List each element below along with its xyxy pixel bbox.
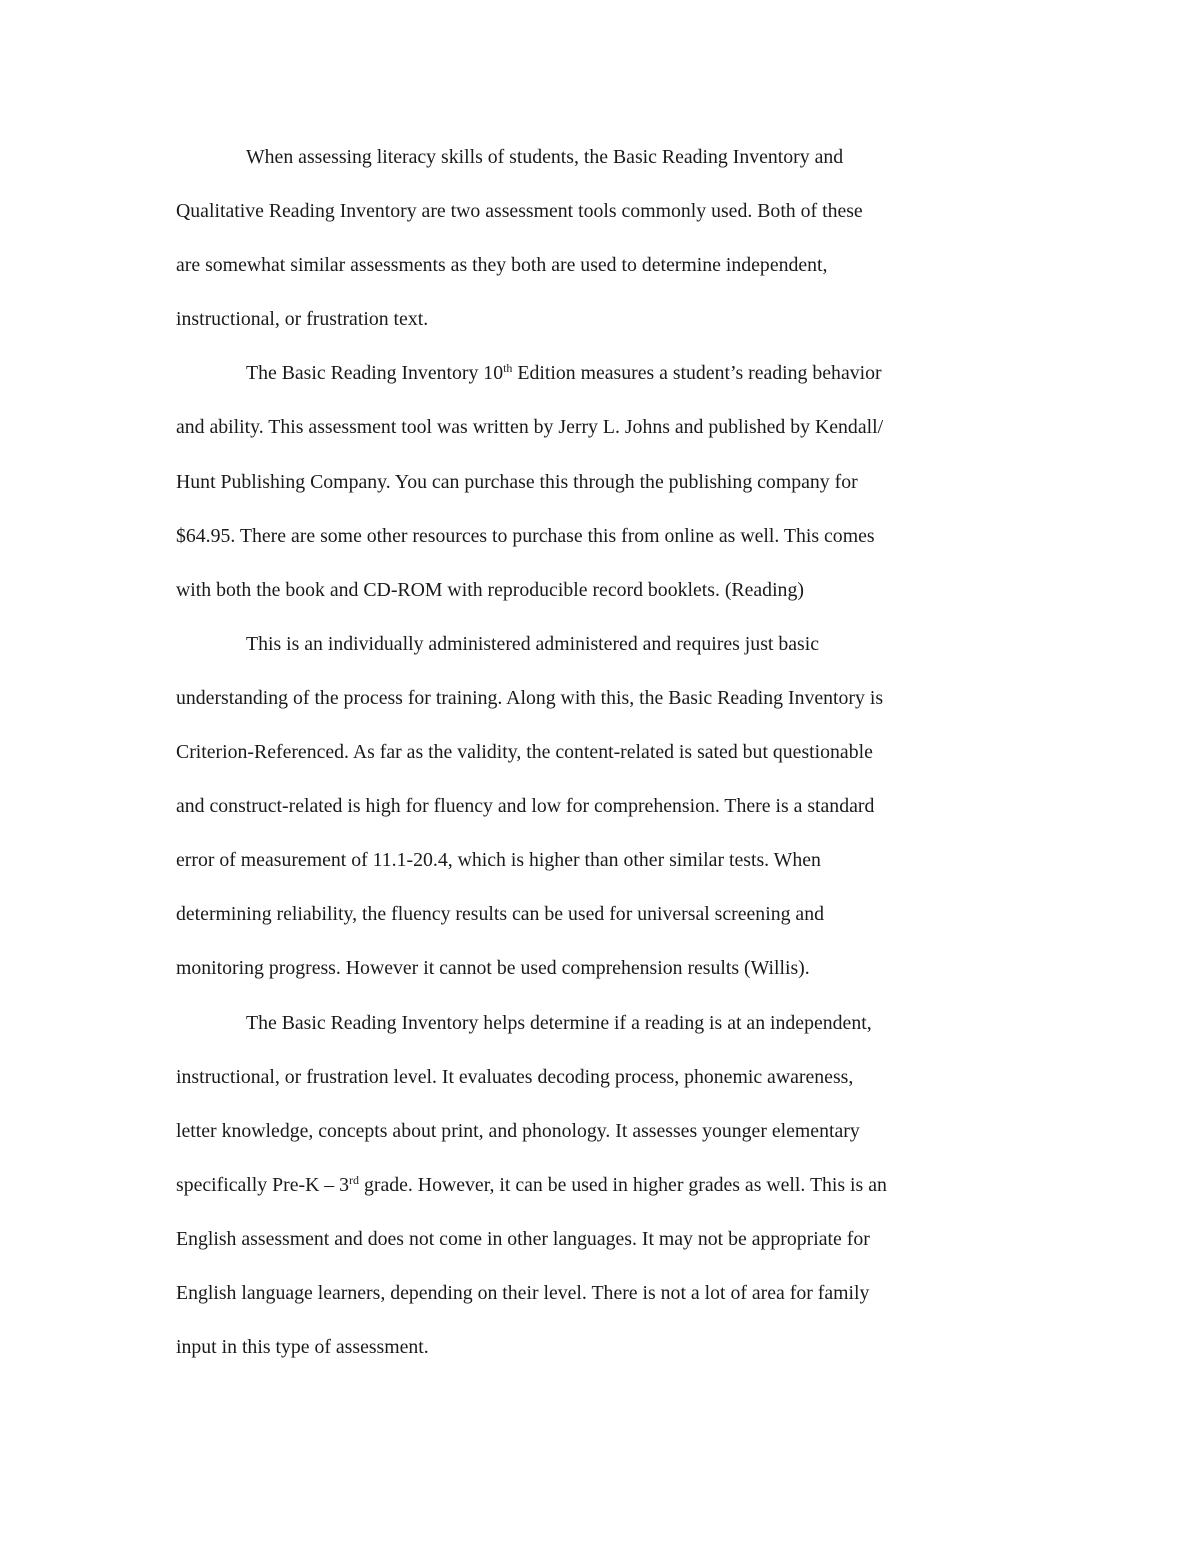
text-line: monitoring progress. However it cannot be used comprehension results (Willis). [176,957,810,980]
text-line: letter knowledge, concepts about print, and phonology. It assesses younger elementary [176,1119,860,1142]
document-body [176,130,1026,1374]
text-segment: grade. However, it can be used in higher grades as well. This is an [359,1173,887,1196]
text-line: determining reliability, the fluency results can be used for universal screening and [176,903,824,926]
text-line: When assessing literacy skills of students, the Basic Reading Inventory and [246,146,844,168]
text-line: instructional, or frustration text. [176,308,429,331]
text-line: and construct-related is high for fluency and low for comprehension. There is a standard [176,795,875,818]
text-line: This is an individually administered administered and requires just basic [246,632,819,655]
superscript: th [503,361,513,376]
text-line: English assessment and does not come in other languages. It may not be appropriate for [176,1227,870,1250]
text-line: and ability. This assessment tool was written by Jerry L. Johns and published by Kendall/ [176,416,884,439]
text-segment: specifically Pre-K – 3 [176,1173,350,1196]
paragraph-1 [176,130,1026,346]
text-line: input in this type of assessment. [176,1336,429,1359]
text-line: error of measurement of 11.1-20.4, which is higher than other similar tests. When [176,849,821,872]
text-line [176,346,1026,400]
text-segment: Edition measures a student’s reading behavior [512,362,882,385]
text-line: $64.95. There are some other resources to purchase this from online as well. This comes [176,524,875,547]
text-line [176,1158,1026,1212]
superscript: rd [349,1172,360,1187]
text-line: Qualitative Reading Inventory are two assessment tools commonly used. Both of these [176,200,863,223]
paragraph-4 [176,996,1026,1375]
text-line: Hunt Publishing Company. You can purchase this through the publishing company for [176,470,858,493]
text-line: The Basic Reading Inventory helps determine if a reading is at an independent, [246,1011,872,1034]
text-line: with both the book and CD-ROM with reproducible record booklets. (Reading) [176,578,804,601]
text-line: are somewhat similar assessments as they both are used to determine independent, [176,254,828,277]
text-line: English language learners, depending on their level. There is not a lot of area for family [176,1281,870,1304]
text-line: Criterion-Referenced. As far as the validity, the content-related is sated but questionable [176,741,873,764]
paragraph-2 [176,346,1026,616]
text-line: instructional, or frustration level. It evaluates decoding process, phonemic awareness, [176,1065,854,1088]
text-segment: The Basic Reading Inventory 10 [246,362,504,385]
paragraph-3 [176,617,1026,996]
text-line: understanding of the process for training. Along with this, the Basic Reading Inventory is [176,686,884,709]
